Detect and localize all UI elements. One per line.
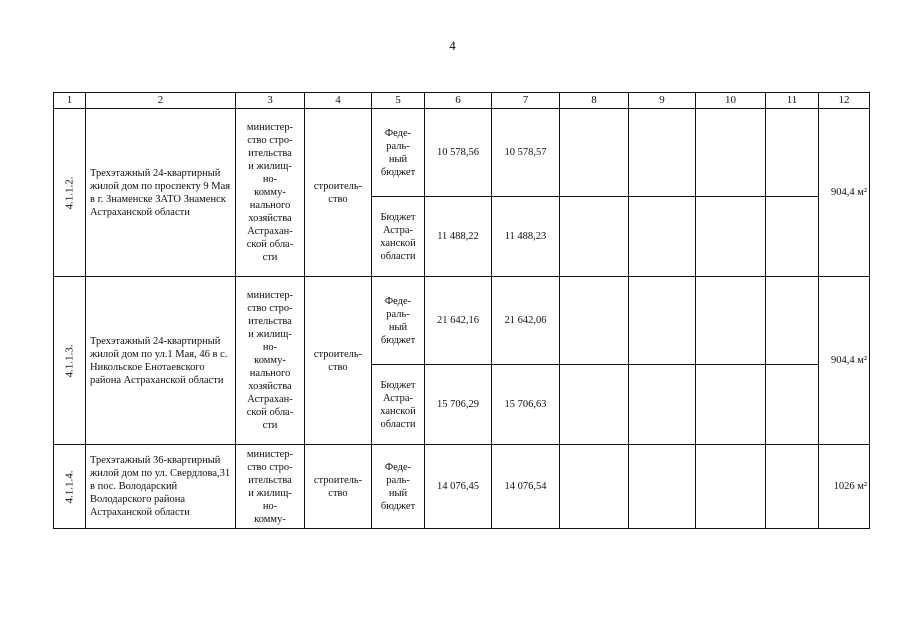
empty-cell	[696, 197, 766, 277]
value-col6: 10 578,56	[425, 109, 492, 197]
column-header: 12	[819, 93, 870, 109]
object-name: Трехэтажный 24-квартирный жилой дом по ул.1 Мая, 46 в с. Никольское Енотаевского района Астраханской области	[86, 277, 236, 445]
object-name: Трехэтажный 24-квартирный жилой дом по проспекту 9 Мая в г. Знаменске ЗАТО Знаменск Астраханской области	[86, 109, 236, 277]
item-number: 4.1.1.4.	[63, 470, 75, 503]
value-col7: 11 488,23	[492, 197, 560, 277]
responsible-ministry: министер- ство стро- ительства и жилищ- но- комму- нального хозяйства Астрахан- ской обла- сти	[236, 277, 305, 445]
empty-cell	[629, 109, 696, 197]
responsible-ministry: министер- ство стро- ительства и жилищ- но- комму-	[236, 445, 305, 529]
empty-cell	[560, 277, 629, 365]
page-number: 4	[449, 38, 456, 53]
empty-cell	[696, 445, 766, 529]
value-col7: 15 706,63	[492, 365, 560, 445]
floor-area: 1026 м²	[819, 445, 870, 529]
empty-cell	[560, 197, 629, 277]
column-header: 5	[372, 93, 425, 109]
header-row	[54, 93, 870, 109]
empty-cell	[696, 365, 766, 445]
empty-cell	[629, 445, 696, 529]
object-name: Трехэтажный 36-квартирный жилой дом по ул. Свердлова,31 в пос. Володарский Володарского района Астраханской области	[86, 445, 236, 529]
empty-cell	[696, 109, 766, 197]
column-header: 4	[305, 93, 372, 109]
item-number: 4.1.1.2.	[63, 176, 75, 209]
table-row	[54, 277, 870, 365]
value-col7: 10 578,57	[492, 109, 560, 197]
work-type: строитель- ство	[305, 109, 372, 277]
value-col6: 21 642,16	[425, 277, 492, 365]
empty-cell	[766, 277, 819, 365]
funding-source: Бюджет Астра- ханской области	[372, 197, 425, 277]
empty-cell	[629, 365, 696, 445]
empty-cell	[696, 277, 766, 365]
value-col7: 14 076,54	[492, 445, 560, 529]
column-header: 7	[492, 93, 560, 109]
funding-source: Бюджет Астра- ханской области	[372, 365, 425, 445]
floor-area: 904,4 м²	[819, 277, 870, 445]
empty-cell	[629, 197, 696, 277]
column-header: 9	[629, 93, 696, 109]
work-type: строитель- ство	[305, 445, 372, 529]
value-col6: 11 488,22	[425, 197, 492, 277]
funding-source: Феде- раль- ный бюджет	[372, 109, 425, 197]
empty-cell	[766, 365, 819, 445]
value-col6: 15 706,29	[425, 365, 492, 445]
item-number-cell	[54, 277, 86, 445]
responsible-ministry: министер- ство стро- ительства и жилищ- но- комму- нального хозяйства Астрахан- ской обла- сти	[236, 109, 305, 277]
column-header: 3	[236, 93, 305, 109]
item-number-cell	[54, 109, 86, 277]
empty-cell	[766, 445, 819, 529]
column-header: 11	[766, 93, 819, 109]
table-row	[54, 445, 870, 529]
column-header: 6	[425, 93, 492, 109]
empty-cell	[560, 445, 629, 529]
item-number: 4.1.1.3.	[63, 344, 75, 377]
column-header: 2	[86, 93, 236, 109]
item-number-cell	[54, 445, 86, 529]
column-header: 8	[560, 93, 629, 109]
table-row	[54, 109, 870, 197]
column-header: 1	[54, 93, 86, 109]
empty-cell	[766, 109, 819, 197]
empty-cell	[560, 365, 629, 445]
floor-area: 904,4 м²	[819, 109, 870, 277]
funding-source: Феде- раль- ный бюджет	[372, 277, 425, 365]
column-header: 10	[696, 93, 766, 109]
empty-cell	[766, 197, 819, 277]
work-type: строитель- ство	[305, 277, 372, 445]
funding-source: Феде- раль- ный бюджет	[372, 445, 425, 529]
budget-table	[53, 92, 870, 529]
empty-cell	[629, 277, 696, 365]
empty-cell	[560, 109, 629, 197]
value-col7: 21 642,06	[492, 277, 560, 365]
value-col6: 14 076,45	[425, 445, 492, 529]
